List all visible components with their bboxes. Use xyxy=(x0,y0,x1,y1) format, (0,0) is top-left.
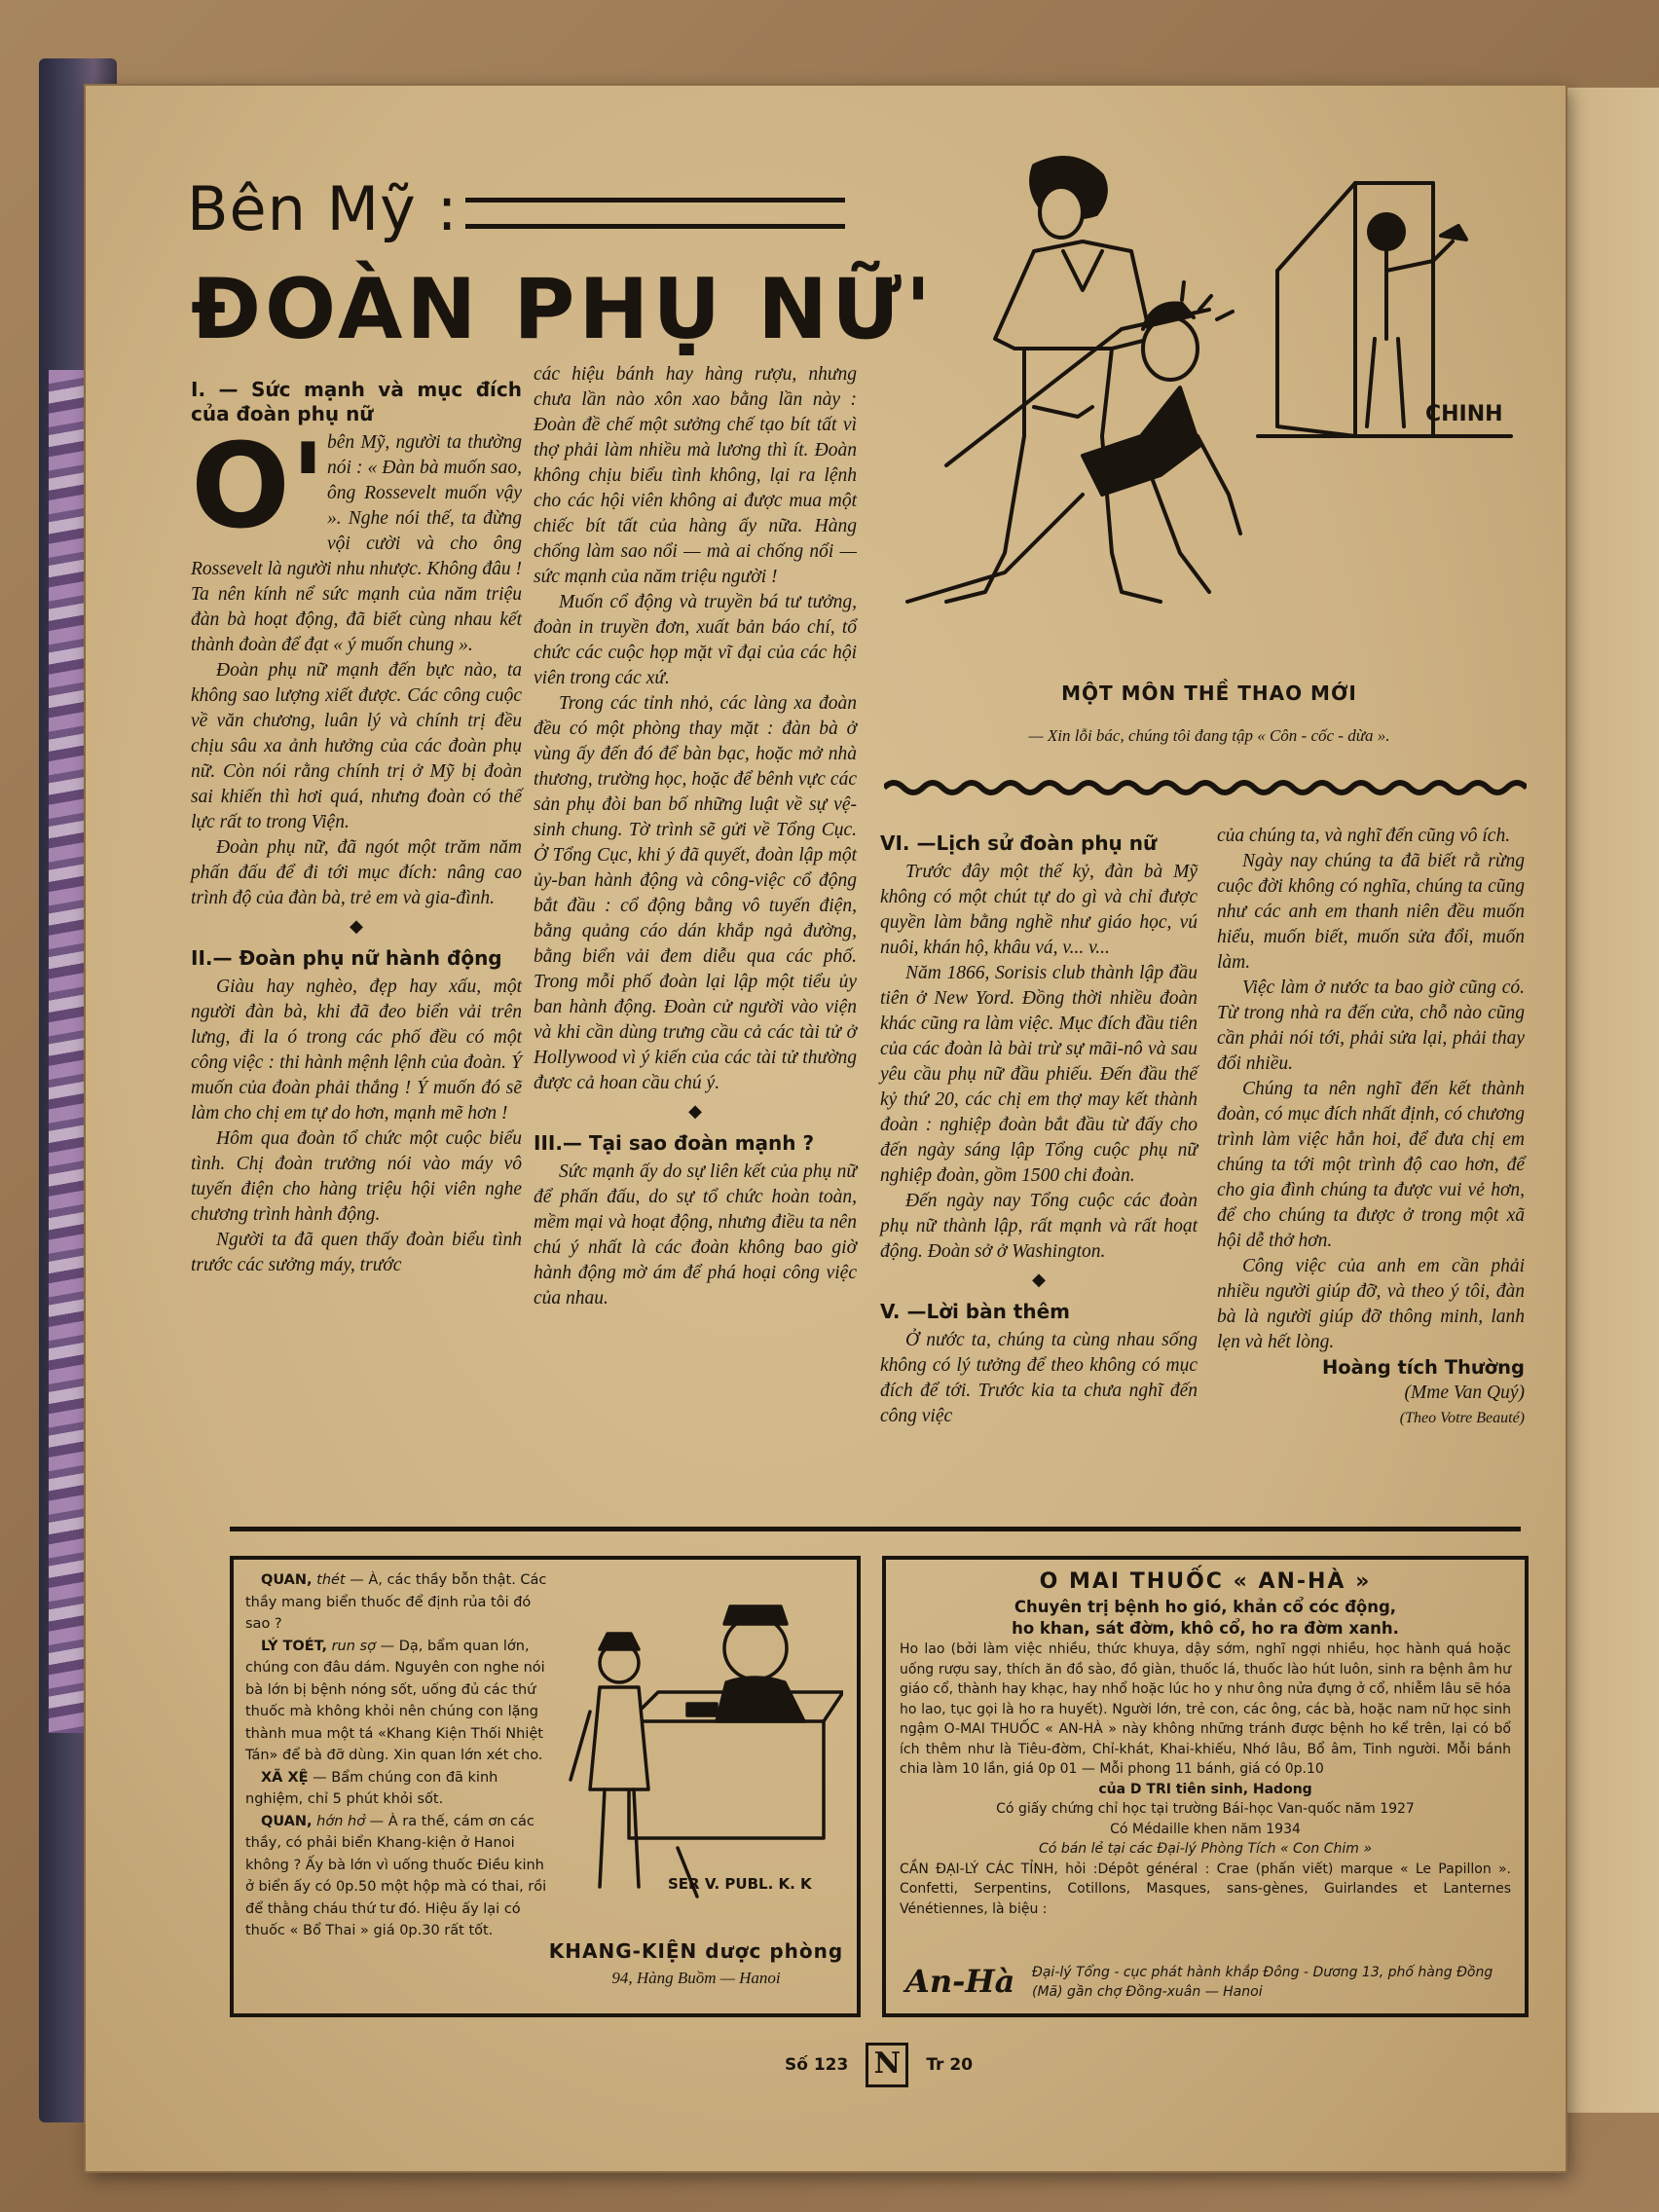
diamond-divider-icon: ◆ xyxy=(1032,1270,1046,1289)
ad-agents: CẦN ĐẠI-LÝ CÁC TỈNH, hỏi :Dépôt général : Crae (phấn viết) marque « Le Papillon ». Confetti, Serpentins, Cotillons, Masques, sans-gènes, Guirlandes et Lanternes Vénétiennes, là biệu : xyxy=(900,1861,1511,1917)
ad-distributor: Đại-lý Tổng - cục phát hành khắp Đông - Dương 13, phố hàng Đồng (Mã) gần chợ Đồng-xuân — Hanoi xyxy=(1032,1965,1493,2000)
paragraph: Đoàn phụ nữ, đã ngót một trăm năm phấn đấu để đi tới mục đích: nâng cao trình độ của đàn bà, trẻ em và gia-đình. xyxy=(191,837,522,908)
paragraph: Hôm qua đoàn tổ chức một cuộc biểu tình. Chị đoàn trưởng nói vào máy vô tuyến điện cho hàng triệu hội viên nghe chương trình hành động. xyxy=(191,1128,522,1225)
magazine-logo-icon: N xyxy=(866,2043,908,2087)
dialogue-line: — À ra thế, cám ơn các thầy, có phải biển Khang-kiện ở Hanoi không ? Ấy bà lớn vì uống thuốc Điều kinh ở biển ấy có 0p.50 một hộp mà có thai, rồi để thằng cháu thứ tư đó. Hiệu ấy lại có thuốc « Bổ Thai » giá 0p.30 rất tốt. xyxy=(245,1813,547,1938)
cartoon-illustration xyxy=(888,144,1530,670)
heading-section-6: VI. —Lịch sử đoàn phụ nữ xyxy=(880,831,1158,855)
paragraph: Việc làm ở nước ta bao giờ cũng có. Từ trong nhà ra đến cửa, chỗ nào cũng cần phải nói tới, phải sửa lại, phải thay đổi nhiều. xyxy=(1217,977,1525,1074)
ad-content xyxy=(900,1567,1511,1919)
paragraph: Đến ngày nay Tổng cuộc các đoàn phụ nữ thành lập, rất mạnh và rất hoạt động. Đoàn sở ở Washington. xyxy=(880,1191,1198,1262)
ad-address: 94, Hàng Buồm — Hanoi xyxy=(611,1969,781,1987)
section-title-text: Bên Mỹ : xyxy=(187,173,459,244)
paragraph: Ngày nay chúng ta đã biết rằ rừng cuộc đời không có nghĩa, chúng ta cũng như các anh em thanh niên đều muốn hiểu, muốn biết, muốn sửa đổi, muốn làm. xyxy=(1217,851,1525,973)
speaker-name: QUAN, xyxy=(261,1572,313,1588)
speaker-tone: hớn hở xyxy=(316,1813,366,1829)
dialogue-line: — Bẩm chúng con đã kinh nghiệm, chỉ 5 phút khỏi sốt. xyxy=(245,1769,498,1807)
paragraph: Sức mạnh ấy do sự liên kết của phụ nữ để phấn đấu, do sự tổ chức hoàn toàn, mềm mại và hoạt động, nhưng điều ta nên chú ý nhất là các đoàn không bao giờ hành động mờ ám để phá hoại công việc của nhau. xyxy=(534,1161,857,1309)
dialogue-line: — Dạ, bẩm quan lớn, chúng con đâu dám. Nguyên con nghe nói bà lớn bị bệnh nóng sốt, uống đủ các thứ thuốc mà không khỏi nên chúng con lặng thành mua một tá «Khang Kiện Thối Nhiệt Tán» để bà đỡ dùng. Xin quan lớn xét cho. xyxy=(245,1638,545,1763)
heading-section-3: III.— Tại sao đoàn mạnh ? xyxy=(534,1131,815,1155)
illustration-caption-quote: — Xin lỗi bác, chúng tôi đang tập « Côn - cốc - dừa ». xyxy=(1028,726,1390,745)
article-column-2 xyxy=(534,362,857,1311)
ad-retail: Có bán lẻ tại các Đại-lý Phòng Tích « Con Chim » xyxy=(1039,1841,1372,1857)
paragraph: Ở nước ta, chúng ta cùng nhau sống không có lý tưởng để theo không có mục đích để tới. Trước kia ta chưa nghĩ đến công việc xyxy=(880,1330,1198,1426)
diamond-divider-icon: ◆ xyxy=(688,1101,702,1121)
wavy-divider xyxy=(884,774,1527,801)
dialogue-line: — À, các thầy bỗn thật. Các thầy mang biển thuốc để định rủa tôi đó sao ? xyxy=(245,1572,547,1632)
issue-number: Số 123 xyxy=(785,2055,849,2075)
article-title: ĐOÀN PHỤ NỮ' xyxy=(191,261,936,358)
paragraph: Trước đây một thế kỷ, đàn bà Mỹ không có một chút tự do gì và chỉ được quyền làm bằng nghề như giáo học, vú nuôi, khán hộ, khâu vá, v... v... xyxy=(880,862,1198,958)
khang-kien-advertisement xyxy=(230,1556,861,2017)
heading-section-2: II.— Đoàn phụ nữ hành động xyxy=(191,946,502,970)
heading-section-1: I. — Sức mạnh và mục đích của đoàn phụ nữ xyxy=(191,378,522,425)
author-source: (Mme Van Quý) xyxy=(1404,1382,1525,1403)
paragraph: Trong các tỉnh nhỏ, các làng xa đoàn đều có một phòng thay mặt : đàn bà ở vùng ấy đến đó để bàn bạc, hoặc mở nhà thương, trường học, hoặc để bênh vực các sản phụ đòi ban bố những luật về sự vệ-sinh chung. Tờ trình sẽ gửi về Tổng Cục. Ở Tổng Cục, khi ý đã quyết, đoàn lập một ủy-ban hành động và công-việc cổ động bắt đầu : cổ động bằng vô tuyến điện, bằng quảng cáo dán khắp ngả đường, bằng biển vải đem diễu qua các phố. Trong mỗi phố đoàn lại lập một tiểu ủy ban hành động. Đoàn cử người vào viện và khi cần dùng trưng cầu cả các tài tử ở Hollywood vì ý kiến của các tài tử thường được cả hoan cầu chú ý. xyxy=(534,693,857,1093)
paragraph: Giàu hay nghèo, đẹp hay xấu, một người đàn bà, khi đã đeo biển vải trên lưng, đi la ó trong các phố đều có một công việc : thi hành mệnh lệnh của đoàn. Ý muốn của đoàn phải thắng ! Ý muốn đó sẽ làm cho chị em tự do hơn, mạnh mẽ hơn ! xyxy=(191,977,522,1124)
paragraph: Năm 1866, Sorisis club thành lập đầu tiên ở New Yord. Đồng thời nhiều đoàn khác cũng ra làm việc. Mục đích đầu tiên của các đoàn là bài trừ sự mãi-nô và sau yêu cầu phụ nữ đầu phiếu. Đến đầu thế kỷ thứ 20, các chị em thợ may kết thành đoàn : nghiệp đoàn bắt đầu từ đấy cho đến ngày sáng lập Tổng cuộc phụ nữ nghiệp đoàn, gồm 1500 chi đoàn. xyxy=(880,963,1198,1186)
paragraph: Người ta đã quen thấy đoàn biểu tình trước các sưởng máy, trước xyxy=(191,1230,522,1275)
door-label: CHINH xyxy=(1425,402,1503,426)
ad-brand-logo: An-Hà xyxy=(905,1963,1015,2000)
ad-cartoon xyxy=(561,1595,843,1916)
paragraph: Chúng ta nên nghĩ đến kết thành đoàn, có mục đích nhất định, có chương trình làm việc hẳn hoi, để đưa chị em chúng ta tới một trình độ cao hơn, để cho gia đình chúng ta được vui vẻ hơn, để cho chúng ta được ở trong một xã hội dễ thở hơn. xyxy=(1217,1079,1525,1251)
an-ha-advertisement xyxy=(882,1556,1529,2017)
article-column-4 xyxy=(1217,824,1525,1431)
paragraph: Muốn cổ động và truyền bá tư tưởng, đoàn in truyền đơn, xuất bản báo chí, tổ chức các cuộc họp mặt vĩ đại của các hội viên trong các xứ. xyxy=(534,592,857,688)
speaker-tone: run sợ xyxy=(331,1638,376,1654)
section-title xyxy=(187,173,845,244)
speaker-name: XÃ XỆ xyxy=(261,1769,309,1786)
paragraph: Công việc của anh em cần phải nhiều người giúp đỡ, và theo ý tôi, đàn bà là người giúp đỡ thông minh, lanh lẹn và hết lòng. xyxy=(1217,1256,1525,1352)
ad-body: Ho lao (bởi làm việc nhiều, thức khuya, dậy sớm, nghĩ ngợi nhiều, học hành quá hoặc uống rượu say, thích ăn đồ sào, đồ giàn, thuốc lá, thuốc lào hút luôn, sinh ra bệnh âm hư giáo cổ, thành hay khạc, hay nhổ hoặc lúc ho y như ông nửa đựng ở cổ, nhiễm lâu sẽ hóa ho lao, tục gọi là ho ra huyết). Người lớn, trẻ con, các ông, các bà, hoặc nam nữ học sinh ngậm O-MAI THUỐC « AN-HÀ » này không những tránh được bệnh ho kể trên, lại có bổ ích thêm như là Tiêu-đờm, Chỉ-khát, Khai-khiếu, Nhớ lâu, Bổ âm, Tinh người. Mỗi bánh chia làm 10 lần, giá 0p 01 — Mỗi phong 11 bánh, giá có 0p.10 xyxy=(900,1641,1511,1777)
page-footer xyxy=(785,2043,973,2087)
ad-medal: Có Médaille khen năm 1934 xyxy=(1110,1821,1301,1837)
diamond-divider-icon: ◆ xyxy=(350,916,363,936)
paragraph: Đoàn phụ nữ mạnh đến bực nào, ta không sao lượng xiết được. Các công cuộc về văn chương, luân lý và chính trị đều chịu sâu xa ảnh hưởng của các đoàn phụ nữ. Còn nói rằng chính trị ở Mỹ bị đoàn sai khiến thì hơi quá, nhưng đoàn có thế lực rất to trong Viện. xyxy=(191,660,522,832)
article-column-1 xyxy=(191,370,522,1278)
ad-art-label: SER V. PUBL. K. K xyxy=(668,1875,812,1893)
paragraph: các hiệu bánh hay hàng rượu, nhưng chưa lần nào xôn xao bằng lần này : Đoàn đề chế một sưởng chế tạo bít tất vì thợ phải làm nhiều mà lương thì ít. Đoàn không chịu biểu tình không, lại ra lệnh cho các hội viên không ai được mua một chiếc bít tất của hàng ấy nữa. Hàng chống làm sao nổi — mà ai chống nổi — sức mạnh của năm triệu người ! xyxy=(534,364,857,587)
speaker-tone: thét xyxy=(316,1572,346,1588)
speaker-name: LÝ TOÉT, xyxy=(261,1638,327,1654)
drop-cap: O' xyxy=(191,420,326,555)
page-number: Tr 20 xyxy=(926,2055,974,2075)
paragraph: của chúng ta, và nghĩ đến cũng vô ích. xyxy=(1217,826,1511,846)
marbled-endpaper xyxy=(49,370,88,1733)
illustration-caption-title: MỘT MÔN THỀ THAO MỚI xyxy=(1061,682,1357,705)
ad-heading: O MAI THUỐC « AN-HÀ » xyxy=(1039,1569,1372,1594)
ad-subheading: Chuyên trị bệnh ho gió, khản cổ cóc động, xyxy=(1014,1598,1397,1616)
heading-section-5: V. —Lời bàn thêm xyxy=(880,1300,1070,1323)
ads-divider xyxy=(230,1527,1521,1531)
ad-maker: của D TRI tiên sinh, Hadong xyxy=(1098,1781,1312,1797)
paragraph: bên Mỹ, người ta thường nói : « Đàn bà muốn sao, ông Rossevelt muốn vậy ». Nghe nói thế, ta đừng vội cười và cho ông Rossevelt là người nhu nhược. Không đâu ! Ta nên kính nể sức mạnh của năm triệu đàn bà hoạt động, đã biết cùng nhau kết thành đoàn để đạt « ý muốn chung ». xyxy=(191,432,522,655)
ad-subheading: ho khan, sát đờm, khô cổ, ho ra đờm xanh. xyxy=(1012,1619,1399,1638)
ad-dialogue xyxy=(245,1569,555,1942)
ad-certificate: Có giấy chứng chỉ học tại trường Bái-học Van-quốc năm 1927 xyxy=(996,1801,1415,1817)
article-column-3 xyxy=(880,824,1198,1429)
ad-brand-name: KHANG-KIỆN dược phòng xyxy=(548,1939,844,1963)
title-rule xyxy=(465,198,845,229)
speaker-name: QUAN, xyxy=(261,1813,313,1829)
article-source: (Theo Votre Beauté) xyxy=(1399,1410,1525,1426)
author-signature: Hoàng tích Thường xyxy=(1321,1356,1525,1379)
